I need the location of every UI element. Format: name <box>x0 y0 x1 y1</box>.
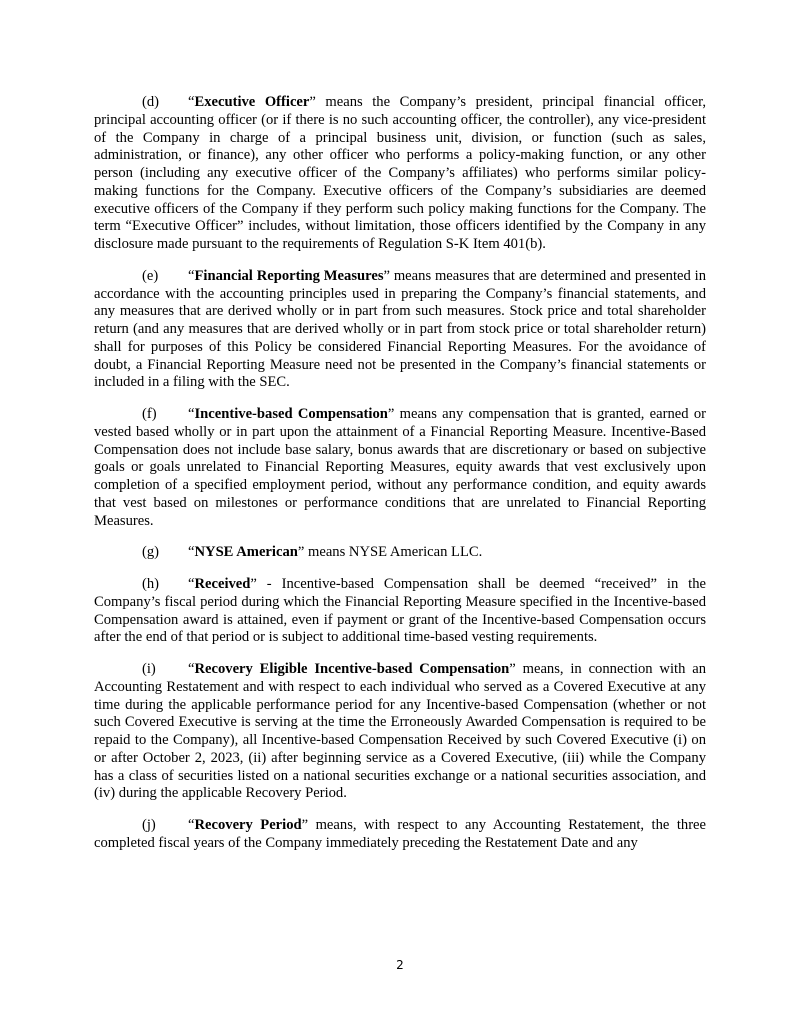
definition-text: ” means any compensation that is granted, earned or vested based wholly or in part upon the attainment of a Financial Reporting Measure. Incentive-Based Compensation does not include base salary, bonus awards that are discretionary or based on subjective goals or goals unrelated to Financial Reporting Measures, equity awards that vest exclusively upon completion of a specified employment period, without any performance condition, and equity awards that vest based on milestones or performance conditions that are unrelated to Financial Reporting Measures. <box>94 406 706 529</box>
open-quote: “ <box>188 267 195 284</box>
open-quote: “ <box>188 817 195 833</box>
definition-recovery-period <box>94 817 706 853</box>
defined-term: Incentive-based Compensation <box>194 406 388 422</box>
definition-incentive-based-compensation <box>94 406 706 530</box>
defined-term: NYSE American <box>194 544 298 561</box>
definition-executive-officer <box>94 94 706 254</box>
defined-term: Executive Officer <box>194 94 310 110</box>
paragraph-label: (e) <box>142 267 159 284</box>
document-page <box>94 94 706 867</box>
paragraph-label: (d) <box>142 94 160 110</box>
paragraph-label: (j) <box>142 817 156 833</box>
definition-nyse-american <box>94 544 706 562</box>
paragraph-label: (g) <box>142 544 160 561</box>
definition-text: ” - Incentive-based Compensation shall be deemed “received” in the Company’s fiscal period during which the Financial Reporting Measure specified in the Incentive-based Compensation award is attained, even if payment or grant of the Incentive-based Compensation occurs after the end of that period or is subject to additional time-based vesting requirements. <box>94 576 706 646</box>
paragraph-label: (i) <box>142 661 156 677</box>
defined-term: Recovery Period <box>194 817 302 833</box>
definition-received <box>94 576 706 647</box>
definition-text: ” means, in connection with an Accounting Restatement and with respect to each individual who served as a Covered Executive at any time during the applicable performance period for any Incentive-based Compensation (whether or not such Covered Executive is serving at the time the Erroneously Awarded Compensation is required to be repaid to the Company), all Incentive-based Compensation Received by such Covered Executive (i) on or after October 2, 2023, (ii) after beginning service as a Covered Executive, (iii) while the Company has a class of securities listed on a national securities exchange or a national securities association, and (iv) during the applicable Recovery Period. <box>94 661 706 802</box>
paragraph-label: (f) <box>142 406 157 422</box>
definition-text: ” means NYSE American LLC. <box>297 544 483 561</box>
defined-term: Received <box>194 576 251 592</box>
page-number: 2 <box>396 958 404 972</box>
paragraph-label: (h) <box>142 576 160 592</box>
definition-financial-reporting-measures <box>94 268 706 392</box>
open-quote: “ <box>188 661 195 677</box>
defined-term: Financial Reporting Measures <box>194 267 384 284</box>
definition-text: ” means measures that are determined and presented in accordance with the accounting principles used in preparing the Company’s financial statements, and any measures that are derived wholly or in part from such measures. Stock price and total shareholder return (and any measures that are derived wholly or in part from stock price or total shareholder return) shall for purposes of this Policy be considered Financial Reporting Measures. For the avoidance of doubt, a Financial Reporting Measure need not be presented in the Company’s financial statements or included in a filing with the SEC. <box>94 267 706 391</box>
open-quote: “ <box>188 576 195 592</box>
open-quote: “ <box>188 406 195 422</box>
definition-text: ” means, with respect to any Accounting Restatement, the three completed fiscal years of the Company immediately preceding the Restatement Date and any <box>94 817 707 851</box>
open-quote: “ <box>188 94 195 110</box>
definition-text: ” means the Company’s president, principal financial officer, principal accounting officer (or if there is no such accounting officer, the controller), any vice-president of the Company in charge of a principal business unit, division, or function (such as sales, administration, or finance), any other officer who performs a policy-making function, or any other person (including any executive officer of the Company’s affiliates) who performs similar policy-making functions for the Company. Executive officers of the Company’s subsidiaries are deemed executive officers of the Company if they perform such policy making functions for the Company. The term “Executive Officer” includes, without limitation, those officers identified by the Company in any disclosure made pursuant to the requirements of Regulation S-K Item 401(b). <box>94 94 707 252</box>
definition-recovery-eligible-compensation <box>94 661 706 803</box>
open-quote: “ <box>188 544 195 561</box>
defined-term: Recovery Eligible Incentive-based Compensation <box>194 661 510 677</box>
